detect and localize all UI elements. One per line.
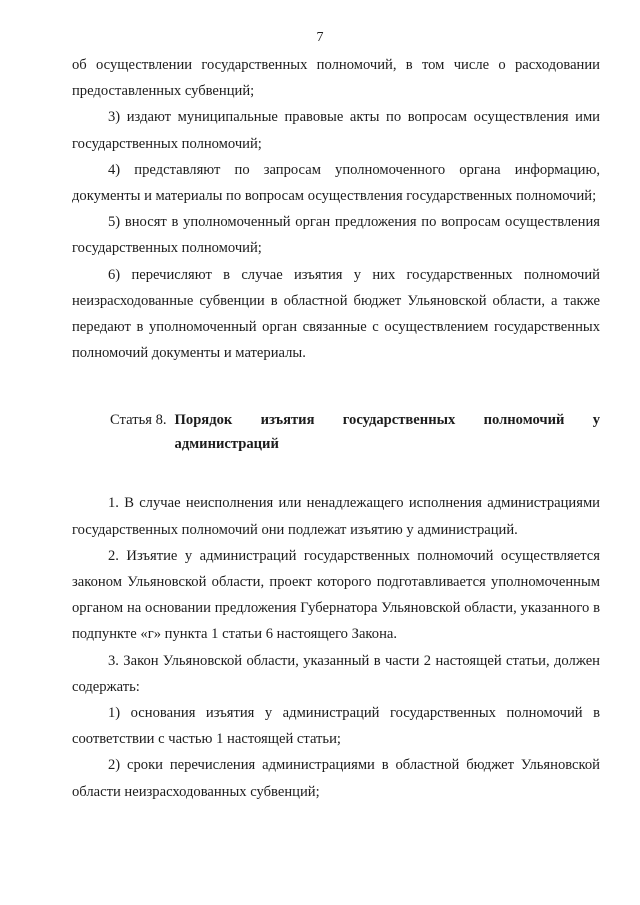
- subclause-2: 2) сроки перечисления администрациями в областной бюджет Ульяновской области неизрасходованных субвенций;: [72, 757, 600, 800]
- clause-3: 3. Закон Ульяновской области, указанный в части 2 настоящей статьи, должен содержать:: [72, 652, 600, 695]
- page-number: 7: [316, 30, 324, 45]
- list-item-6: 6) перечисляют в случае изъятия у них государственных полномочий неизрасходованные субвенции в областной бюджет Ульяновской области, а также передают в уполномоченный орган связанные с осуществлением государственных полномочий документы и материалы.: [72, 266, 600, 362]
- article-label: Статья 8.: [110, 412, 167, 429]
- subclause-1: 1) основания изъятия у администраций государственных полномочий в соответствии с частью 1 настоящей статьи;: [72, 705, 600, 748]
- article-heading: [110, 408, 600, 456]
- list-item-5: 5) вносят в уполномоченный орган предложения по вопросам осуществления государственных полномочий;: [72, 214, 600, 257]
- article-title: Порядок изъятия государственных полномочий у администраций: [174, 412, 600, 453]
- list-item-3: 3) издают муниципальные правовые акты по вопросам осуществления ими государственных полномочий;: [72, 109, 600, 152]
- clause-2: 2. Изъятие у администраций государственных полномочий осуществляется законом Ульяновской области, проект которого подготавливается уполномоченным органом на основании предложения Губернатора Ульяновской области, указанного в подпункте «г» пункта 1 статьи 6 настоящего Закона.: [72, 547, 600, 643]
- paragraph-continuation: об осуществлении государственных полномочий, в том числе о расходовании предоставленных субвенций;: [72, 57, 600, 100]
- list-item-4: 4) представляют по запросам уполномоченного органа информацию, документы и материалы по вопросам осуществления государственных полномочий;: [72, 161, 600, 205]
- document-body: [72, 52, 600, 805]
- clause-1: 1. В случае неисполнения или ненадлежащего исполнения администрациями государственных полномочий они подлежат изъятию у администраций.: [72, 495, 600, 538]
